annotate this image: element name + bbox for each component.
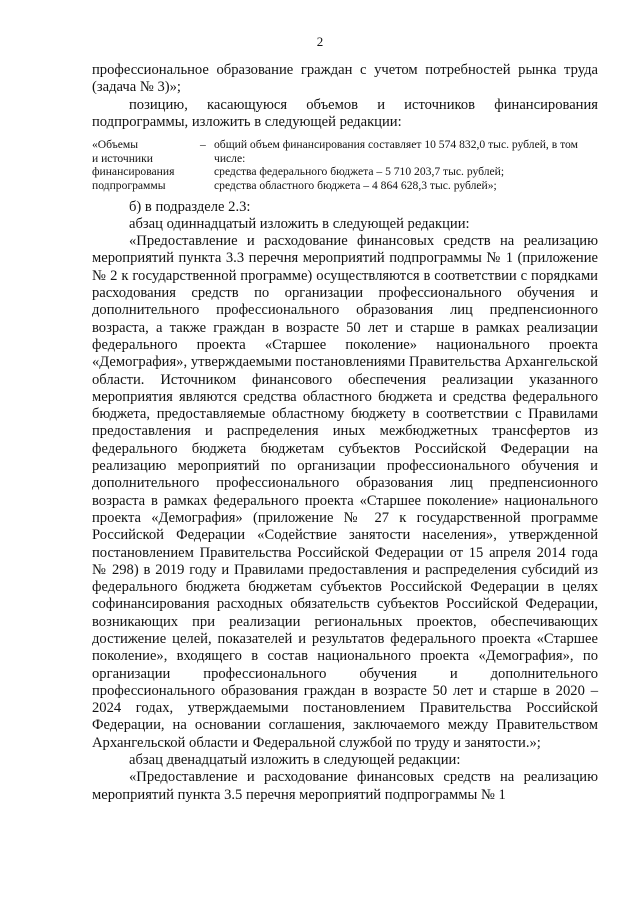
table-left-line: «Объемы [92, 138, 139, 152]
table-left-column [92, 138, 200, 192]
table-right-line: общий объем финансирования составляет 10 574 832,0 тыс. рублей, в том числе: [214, 138, 578, 165]
subsection-heading: б) в подразделе 2.3: [129, 198, 251, 215]
paragraph-quote: «Предоставление и расходование финансовых средств на реализацию мероприятий пункта 3.5 перечня мероприятий подпрограммы № 1 [92, 769, 598, 803]
paragraph-continuation: профессиональное образование граждан с учетом потребностей рынка труда (задача № 3)»; [92, 62, 598, 96]
table-left-line: подпрограммы [92, 178, 166, 192]
table-left-line: и источники [92, 151, 153, 165]
table-right-line: средства федерального бюджета – 5 710 203,7 тыс. рублей; [214, 165, 505, 179]
table-right-line: средства областного бюджета – 4 864 628,3 тыс. рублей»; [214, 178, 497, 192]
paragraph-position-instruction: позицию, касающуюся объемов и источников финансирования подпрограммы, изложить в следующей редакции: [92, 96, 598, 130]
page-number: 2 [316, 34, 324, 49]
paragraph-quote: «Предоставление и расходование финансовых средств на реализацию мероприятий пункта 3.3 перечня мероприятий подпрограммы № 1 (приложение № 2 к государственной программе) осуществляются в соответствии с порядками расходования средств по организации профессионального обучения и дополнительного профессионального образования лиц предпенсионного возраста, а также граждан в возрасте 50 лет и старше в рамках реализации федерального проекта «Старшее поколение» национального проекта «Демография», утверждаемыми постановлениями Правительства Архангельской области. Источником финансового обеспечения реализации указанного мероприятия являются средства областного бюджета и средства федерального бюджета, предоставляемые областному бюджету в соответствии с Правилами предоставления и распределения иных межбюджетных трансфертов из федерального бюджета бюджетам субъектов Российской Федерации на реализацию мероприятий по организации профессионального обучения и дополнительного профессионального образования лиц предпенсионного возраста в рамках федерального проекта «Старшее поколение» национального проекта «Демография» (приложение № 27 к государственной программе Российской Федерации «Содействие занятости населения», утвержденной постановлением Правительства Российской Федерации от 15 апреля 2014 года № 298) в 2019 году и Правилами предоставления и распределения субсидий из федерального бюджета бюджетам субъектов Российской Федерации в целях софинансирования расходных обязательств субъектов Российской Федерации, возникающих при реализации региональных проектов, обеспечивающих достижение целей, показателей и результатов федерального проекта «Старшее поколение», входящего в состав национального проекта «Демография», по организации профессионального обучения и дополнительного профессионального образования граждан в возрасте 50 лет и старше в 2020 – 2024 годах, утверждаемыми постановлением Правительства Российской Федерации, на основании соглашения, заключаемого между Правительством Архангельской области и Федеральной службой по труду и занятости.»; [92, 233, 598, 751]
paragraph-instruction: абзац одиннадцатый изложить в следующей редакции: [129, 215, 470, 232]
paragraph-instruction: абзац двенадцатый изложить в следующей редакции: [129, 752, 461, 769]
table-dash: – [200, 138, 206, 152]
table-left-line: финансирования [92, 165, 175, 179]
document-body [92, 62, 598, 804]
table-right-column [214, 138, 598, 192]
financing-table [92, 138, 598, 192]
